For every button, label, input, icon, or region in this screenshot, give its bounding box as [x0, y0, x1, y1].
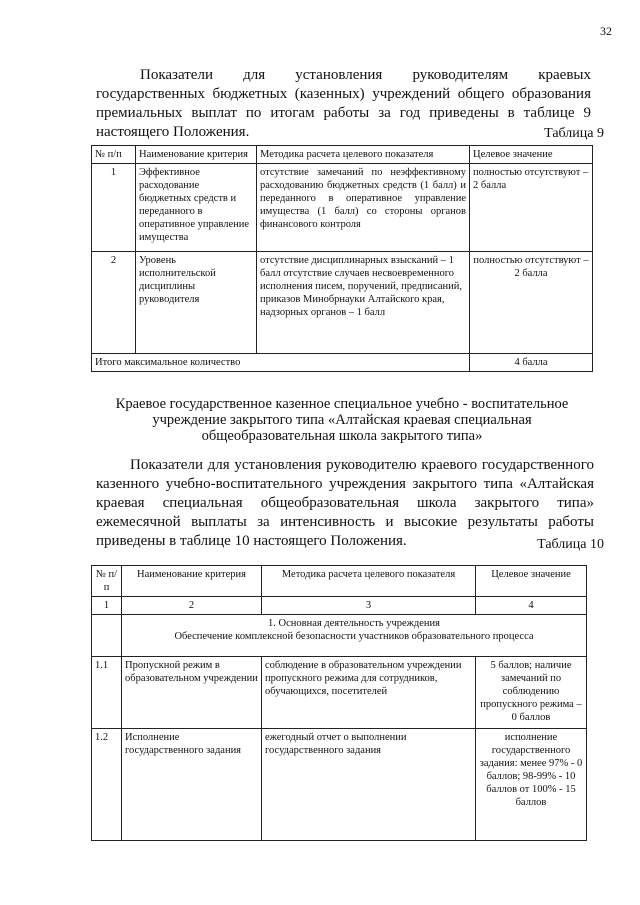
page-number: 32 [600, 24, 612, 38]
col-number: 4 [476, 597, 587, 615]
header-method: Методика расчета целевого показателя [257, 146, 470, 164]
table10-section-row [92, 615, 587, 657]
table9-header-row [92, 146, 593, 164]
table9-caption: Таблица 9 [544, 126, 604, 141]
header-criterion: Наименование критерия [136, 146, 257, 164]
row-method: отсутствие дисциплинарных взысканий – 1 балл отсутствие случаев несвоевременного исполнения писем, поручений, предписаний, приказов Минобрнауки Алтайского края, надзорных органов – 1 балл [257, 252, 470, 354]
intro-paragraph-table10: Показатели для установления руководителю краевого государственного казенного учебно-воспитательного учреждения закрытого типа «Алтайская краевая специальная общеобразовательная школа закрытого типа» ежемесячной выплаты за интенсивность и высокие результаты работы приведены в таблице 10 настоящего Положения. [96, 457, 594, 549]
row-criterion: Эффективное расходование бюджетных средств и переданного в оперативное управление имущества [136, 164, 257, 252]
section-cell [122, 615, 587, 657]
institution-heading: Краевое государственное казенное специальное учебно - воспитательное учреждение закрытого типа «Алтайская краевая специальная общеобразовательная школа закрытого типа» [115, 396, 569, 444]
total-value: 4 балла [470, 354, 593, 372]
table9-total-row [92, 354, 593, 372]
row-criterion: Исполнение государственного задания [122, 729, 262, 841]
row-target: исполнение государственного задания: менее 97% - 0 баллов; 98-99% - 10 баллов от 100% - 15 баллов [476, 729, 587, 841]
col-number: 3 [262, 597, 476, 615]
row-target: полностью отсутствуют – 2 балла [470, 164, 593, 252]
row-method: соблюдение в образовательном учреждении пропускного режима для сотрудников, обучающихся, посетителей [262, 657, 476, 729]
table-9 [91, 145, 593, 372]
col-number: 1 [92, 597, 122, 615]
intro-paragraph-table9: Показатели для установления руководителям краевых государственных бюджетных (казенных) учреждений общего образования премиальных выплат по итогам работы за год приведены в таблице 9 настоящего Положения. [96, 67, 591, 140]
row-target: 5 баллов; наличие замечаний по соблюдению пропускного режима – 0 баллов [476, 657, 587, 729]
header-target: Целевое значение [470, 146, 593, 164]
section-spacer [92, 615, 122, 657]
table-row [92, 729, 587, 841]
row-num: 1.2 [92, 729, 122, 841]
section-subtitle: Обеспечение комплексной безопасности участников образовательного процесса [174, 631, 534, 642]
table10-header-row [92, 566, 587, 597]
row-method: отсутствие замечаний по неэффективному расходованию бюджетных средств (1 балл) и переданного в оперативное управление имущества (1 балл) со стороны органов финансового контроля [257, 164, 470, 252]
row-num: 2 [92, 252, 136, 354]
table-10 [91, 565, 587, 841]
header-num: № п/п [92, 146, 136, 164]
header-target: Целевое значение [476, 566, 587, 597]
table10-column-number-row [92, 597, 587, 615]
row-criterion: Пропускной режим в образовательном учреждении [122, 657, 262, 729]
table-row [92, 164, 593, 252]
table-row [92, 252, 593, 354]
row-criterion: Уровень исполнительской дисциплины руководителя [136, 252, 257, 354]
section-title: 1. Основная деятельность учреждения [268, 618, 440, 629]
header-method: Методика расчета целевого показателя [262, 566, 476, 597]
row-method: ежегодный отчет о выполнении государственного задания [262, 729, 476, 841]
row-num: 1.1 [92, 657, 122, 729]
table10-caption: Таблица 10 [537, 537, 604, 552]
header-criterion: Наименование критерия [122, 566, 262, 597]
table-row [92, 657, 587, 729]
col-number: 2 [122, 597, 262, 615]
total-label: Итого максимальное количество [92, 354, 470, 372]
row-target: полностью отсутствуют – 2 балла [470, 252, 593, 354]
row-num: 1 [92, 164, 136, 252]
header-num: № п/п [92, 566, 122, 597]
